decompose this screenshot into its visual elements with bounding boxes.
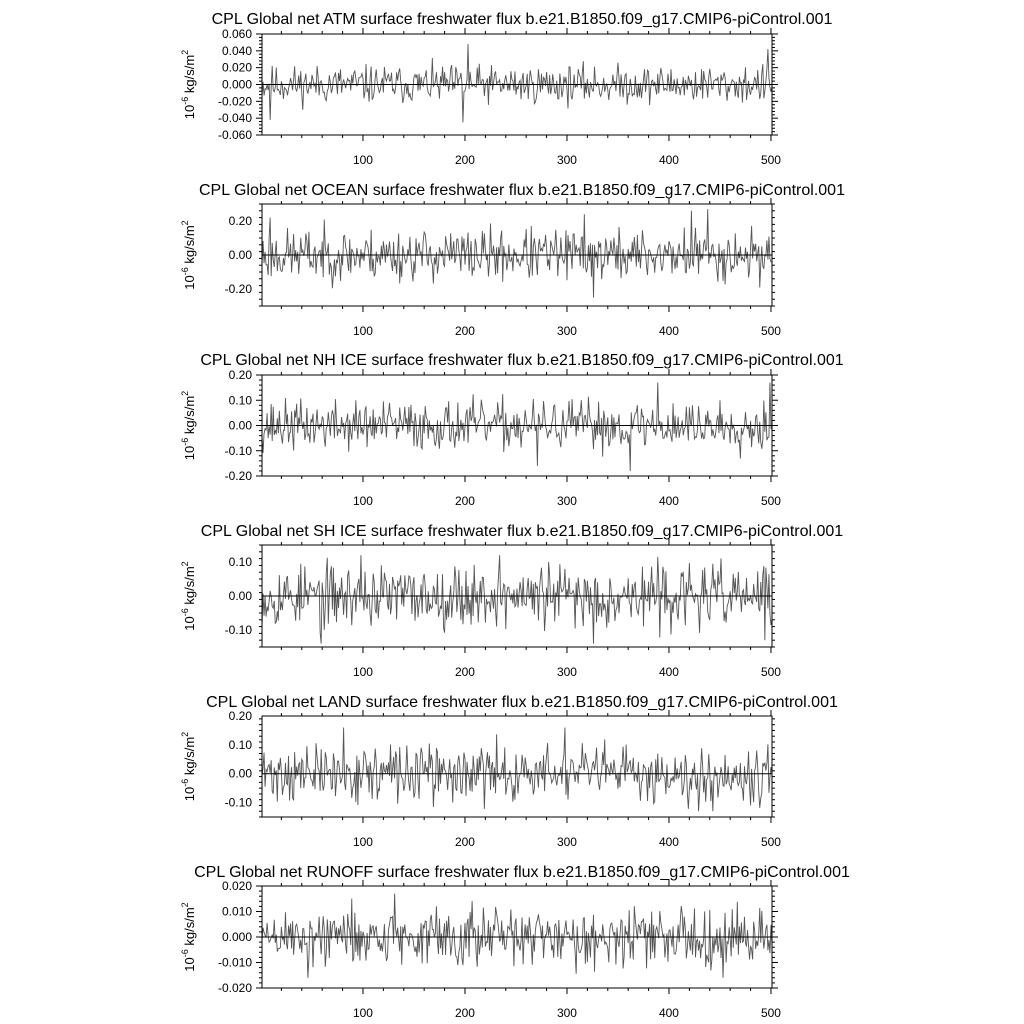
x-tick-label: 400 — [658, 153, 679, 167]
series-line — [262, 894, 772, 978]
y-axis-label: $10^{-6}$ $kg/s/m^2$ — [180, 561, 197, 631]
x-tick-label: 200 — [454, 835, 475, 849]
y-tick-label: -0.10 — [224, 443, 252, 458]
x-tick-label: 300 — [556, 665, 577, 679]
y-axis-label: $10^{-6}$ $kg/s/m^2$ — [180, 902, 197, 972]
y-tick-label: 0.00 — [228, 766, 252, 781]
y-tick-label: -0.040 — [217, 111, 252, 126]
y-tick-label: 0.00 — [228, 418, 252, 433]
y-tick-label: 0.10 — [228, 737, 252, 752]
x-tick-label: 200 — [454, 1006, 475, 1020]
x-tick-label: 100 — [352, 324, 373, 338]
x-tick-label: 100 — [352, 494, 373, 508]
x-tick-label: 200 — [454, 665, 475, 679]
x-tick-label: 300 — [556, 153, 577, 167]
y-tick-label: -0.020 — [217, 94, 252, 109]
x-tick-label: 400 — [658, 494, 679, 508]
series-line — [262, 209, 772, 297]
y-tick-label: 0.10 — [228, 555, 252, 569]
x-tick-label: 300 — [556, 835, 577, 849]
y-tick-label: -0.10 — [224, 795, 252, 810]
y-tick-label: -0.060 — [217, 128, 252, 142]
x-tick-label: 500 — [760, 324, 781, 338]
x-tick-label: 500 — [760, 835, 781, 849]
y-tick-label: 0.10 — [228, 393, 252, 408]
y-axis-label: $10^{-6}$ $kg/s/m^2$ — [180, 390, 197, 461]
y-tick-label: 0.20 — [228, 214, 252, 228]
y-tick-label: 0.00 — [228, 589, 252, 603]
panel-5 — [180, 694, 838, 849]
y-tick-label: -0.20 — [224, 469, 252, 483]
x-tick-label: 400 — [658, 1006, 679, 1020]
x-tick-label: 500 — [760, 1006, 781, 1020]
chart-title: CPL Global net RUNOFF surface freshwater flux b.e21.B1850.f09_g17.CMIP6-piControl.001 — [194, 864, 850, 881]
x-tick-label: 200 — [454, 324, 475, 338]
series-line — [262, 728, 772, 812]
x-tick-label: 400 — [658, 324, 679, 338]
x-tick-label: 100 — [352, 665, 373, 679]
series-line — [262, 383, 772, 471]
x-tick-label: 100 — [352, 835, 373, 849]
y-tick-label: 0.000 — [221, 77, 252, 92]
chart-title: CPL Global net LAND surface freshwater flux b.e21.B1850.f09_g17.CMIP6-piControl.001 — [206, 694, 838, 711]
y-axis-label: $10^{-6}$ $kg/s/m^2$ — [180, 49, 197, 120]
series-line — [262, 44, 772, 122]
x-tick-label: 200 — [454, 153, 475, 167]
y-axis-label: $10^{-6}$ $kg/s/m^2$ — [180, 220, 197, 290]
panel-6 — [180, 864, 850, 1020]
chart-title: CPL Global net NH ICE surface freshwater flux b.e21.B1850.f09_g17.CMIP6-piControl.001 — [200, 352, 844, 369]
x-tick-label: 200 — [454, 494, 475, 508]
x-tick-label: 500 — [760, 494, 781, 508]
x-tick-label: 100 — [352, 1006, 373, 1020]
x-tick-label: 300 — [556, 324, 577, 338]
x-tick-label: 500 — [760, 665, 781, 679]
y-tick-label: -0.10 — [224, 623, 252, 637]
y-tick-label: 0.000 — [221, 930, 252, 944]
x-tick-label: 300 — [556, 494, 577, 508]
x-tick-label: 500 — [760, 153, 781, 167]
chart-title: CPL Global net OCEAN surface freshwater flux b.e21.B1850.f09_g17.CMIP6-piControl.001 — [199, 182, 845, 199]
y-tick-label: 0.020 — [221, 879, 252, 893]
panel-1 — [180, 11, 832, 167]
y-tick-label: 0.00 — [228, 248, 252, 262]
x-tick-label: 100 — [352, 153, 373, 167]
x-tick-label: 400 — [658, 665, 679, 679]
x-tick-label: 300 — [556, 1006, 577, 1020]
y-tick-label: 0.020 — [221, 60, 252, 75]
y-tick-label: -0.010 — [217, 955, 252, 970]
y-tick-label: -0.20 — [224, 282, 252, 296]
y-tick-label: 0.060 — [221, 27, 252, 41]
y-tick-label: 0.040 — [221, 43, 252, 58]
chart-title: CPL Global net SH ICE surface freshwater flux b.e21.B1850.f09_g17.CMIP6-piControl.001 — [200, 523, 844, 540]
y-tick-label: 0.010 — [221, 904, 252, 919]
x-tick-label: 400 — [658, 835, 679, 849]
y-tick-label: 0.20 — [228, 368, 252, 382]
panel-2 — [180, 182, 845, 338]
y-tick-label: 0.20 — [228, 709, 252, 723]
panel-4 — [180, 523, 843, 679]
y-tick-label: -0.020 — [217, 981, 252, 995]
y-axis-label: $10^{-6}$ $kg/s/m^2$ — [180, 731, 197, 802]
panel-3 — [180, 352, 844, 508]
chart-title: CPL Global net ATM surface freshwater flux b.e21.B1850.f09_g17.CMIP6-piControl.001 — [211, 11, 833, 28]
series-line — [262, 555, 772, 643]
